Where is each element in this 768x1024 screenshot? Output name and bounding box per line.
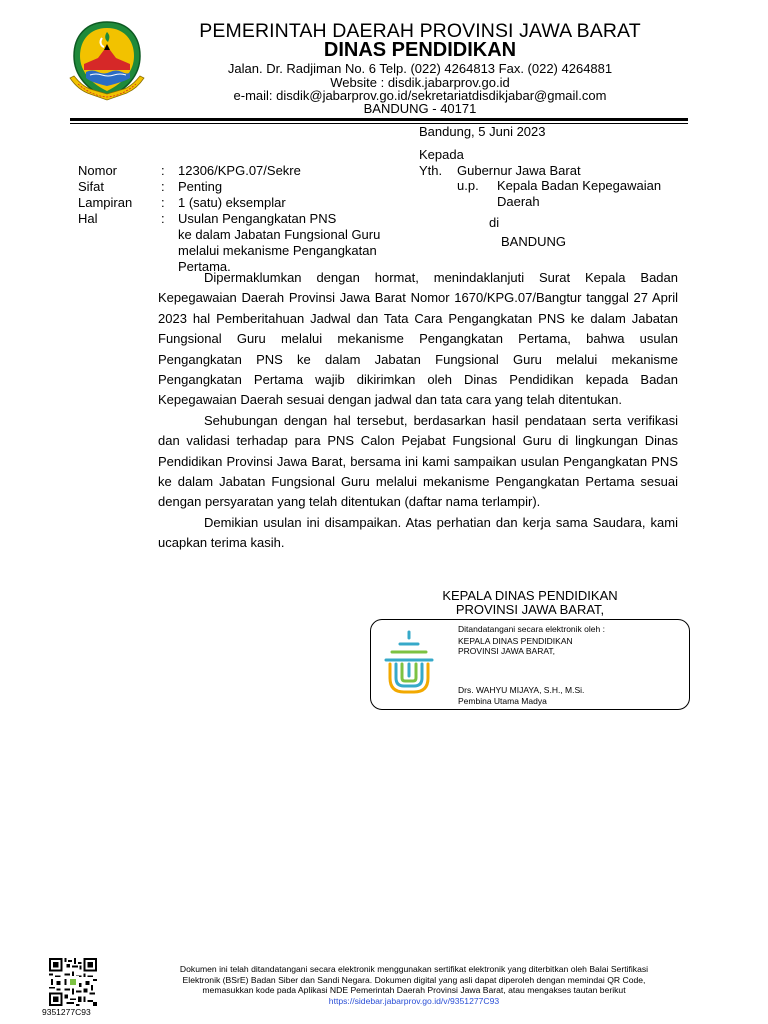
jawa-barat-coat-of-arms-logo — [68, 20, 146, 102]
meta-label: Sifat — [78, 179, 105, 194]
body-paragraph: Dipermaklumkan dengan hormat, menindaklanjuti Surat Kepala Badan Kepegawaian Daerah Provinsi Jawa Barat Nomor 1670/KPG.07/Bangtur tanggal 27 April 2023 hal Pemberitahuan Jadwal dan Tata Cara Pengangkatan PNS ke dalam Jabatan Fungsional Guru melalui mekanisme Pengangkatan Pertama, bahwa usulan Pengangkatan PNS ke dalam Jabatan Fungsional Guru melalui mekanisme Pengangkatan Pertama wajib dikirimkan oleh Dinas Pendidikan kepada Badan Kepegawaian Daerah sesuai dengan jadwal dan tata cara yang telah ditentukan. — [158, 270, 678, 408]
footer-line3: memasukkan kode pada Aplikasi NDE Pemerintah Daerah Provinsi Jawa Barat, atau mengakses tautan berikut — [202, 985, 626, 995]
meta-value-continued: melalui mekanisme Pengangkatan — [178, 243, 377, 258]
footer-line1: Dokumen ini telah ditandatangani secara elektronik menggunakan sertifikat elektronik yang diterbitkan oleh Balai Sertifikasi — [179, 964, 649, 974]
addressee-name: Gubernur Jawa Barat — [457, 163, 581, 178]
verification-code: 9351277C93 — [42, 1007, 91, 1017]
meta-value-continued: ke dalam Jabatan Fungsional Guru — [178, 227, 381, 242]
header-address: Jalan. Dr. Radjiman No. 6 Telp. (022) 4264813 Fax. (022) 4264881 — [227, 61, 613, 76]
footer-disclaimer — [120, 964, 708, 1006]
header-city: BANDUNG - 40171 — [363, 101, 477, 116]
addressee-up-label: u.p. — [457, 178, 479, 193]
header-divider-thin — [70, 123, 688, 124]
verification-link[interactable]: https://sidebar.jabarprov.go.id/v/9351277C93 — [328, 995, 500, 1006]
addressee-di: di — [489, 215, 500, 230]
body-paragraph: Demikian usulan ini disampaikan. Atas perhatian dan kerja sama Saudara, kami ucapkan terima kasih. — [158, 514, 678, 551]
meta-label: Hal — [78, 211, 98, 226]
header-divider-thick — [70, 118, 688, 121]
addressee-up-line1: Kepala Badan Kepegawaian — [497, 178, 662, 193]
signature-signed-by-label: Ditandatangani secara elektronik oleh : — [458, 624, 605, 634]
signature-name: Drs. WAHYU MIJAYA, S.H., M.Si. — [458, 685, 585, 695]
meta-value-continued: Pertama. — [178, 259, 231, 274]
letter-body — [158, 268, 678, 554]
signature-title-line1: KEPALA DINAS PENDIDIKAN — [442, 588, 618, 603]
letter-date: Bandung, 5 Juni 2023 — [419, 124, 546, 139]
meta-label: Nomor — [78, 163, 118, 178]
signature-position-line2: PROVINSI JAWA BARAT, — [458, 646, 555, 656]
signature-title-line2: PROVINSI JAWA BARAT, — [455, 602, 605, 617]
meta-value: Penting — [178, 179, 223, 194]
header-government-name: PEMERINTAH DAERAH PROVINSI JAWA BARAT — [199, 20, 641, 42]
signature-position-line1: KEPALA DINAS PENDIDIKAN — [458, 636, 573, 646]
addressee-city: BANDUNG — [501, 234, 567, 249]
signature-rank: Pembina Utama Madya — [458, 696, 547, 706]
footer-line2: Elektronik (BSrE) Badan Siber dan Sandi Negara. Dokumen digital yang asli dapat diperoleh dengan memindai QR Code, — [182, 974, 646, 985]
meta-value: 1 (satu) eksemplar — [178, 195, 286, 210]
meta-colon: : — [161, 211, 165, 226]
body-paragraph: Sehubungan dengan hal tersebut, berdasarkan hasil pendataan serta verifikasi dan validasi terhadap para PNS Calon Pejabat Fungsional Guru di lingkungan Dinas Pendidikan Provinsi Jawa Barat, bersama ini kami sampaikan usulan Pengangkatan PNS ke dalam Jabatan Fungsional Guru melalui mekanisme Pengangkatan Pertama sesuai dengan persyaratan yang telah ditentukan (daftar nama terlampir). — [158, 412, 678, 510]
addressee-yth: Yth. — [419, 163, 443, 178]
meta-value: Usulan Pengangkatan PNS — [178, 211, 337, 226]
header-agency-name: DINAS PENDIDIKAN — [323, 39, 517, 61]
header-website: Website : disdik.jabarprov.go.id — [330, 75, 510, 90]
meta-colon: : — [161, 195, 165, 210]
bsre-signature-logo — [382, 630, 436, 698]
addressee-kepada: Kepada — [419, 147, 464, 162]
meta-label: Lampiran — [78, 195, 133, 210]
meta-value: 12306/KPG.07/Sekre — [178, 163, 301, 178]
meta-colon: : — [161, 179, 165, 194]
meta-colon: : — [161, 163, 165, 178]
header-email: e-mail: disdik@jabarprov.go.id/sekretariatdisdikjabar@gmail.com — [233, 88, 607, 103]
qr-code-icon[interactable] — [49, 958, 97, 1006]
addressee-up-line2: Daerah — [497, 194, 540, 209]
